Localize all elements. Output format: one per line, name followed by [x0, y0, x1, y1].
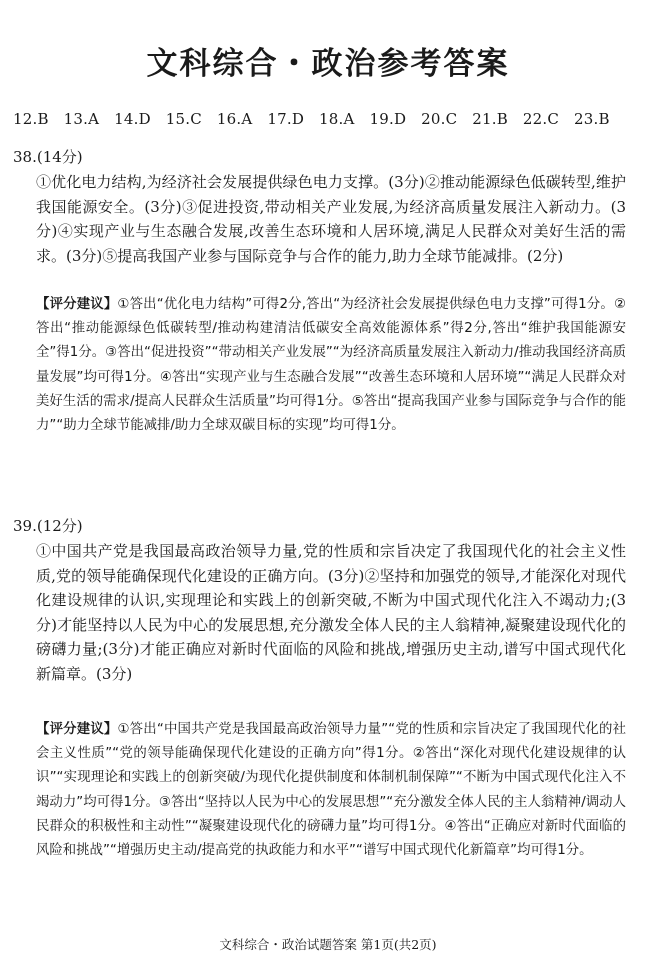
answer-12: 12.B	[13, 110, 49, 128]
page-footer: 文科综合・政治试题答案 第1页(共2页)	[219, 937, 437, 952]
scoring-label: 【评分建议】	[36, 722, 118, 737]
question-39-scoring	[36, 718, 626, 936]
question-38-scoring	[36, 293, 626, 511]
answer-17: 17.D	[267, 110, 305, 128]
multiple-choice-answers	[13, 110, 643, 128]
answer-22: 22.C	[522, 110, 560, 128]
answer-20: 20.C	[421, 110, 458, 128]
question-39-header: 39.(12分)	[13, 517, 83, 535]
scoring-text: ①答出“中国共产党是我国最高政治领导力量”“党的性质和宗旨决定了我国现代化的社会主义性质”“党的领导能确保现代化建设的正确方向”得1分。②答出“深化对现代化建设规律的认识”“实现理论和实践上的创新突破/为现代化提供制度和体制机制保障”“不断为中国式现代化注入不竭动力”均可得1分。③答出“坚持以人民为中心的发展思想”“充分激发全体人民的主人翁精神/调动人民群众的积极性和主动性”“凝聚建设现代化的磅礴力量”均可得1分。④答出“正确应对新时代面临的风险和挑战”“增强历史主动/提高党的执政能力和水平”“谱写中国式现代化新篇章”均可得1分。	[36, 722, 626, 859]
answer-15: 15.C	[165, 110, 202, 128]
answer-23: 23.B	[574, 110, 610, 128]
answer-18: 18.A	[319, 110, 355, 128]
scoring-text: ①答出“优化电力结构”可得2分,答出“为经济社会发展提供绿色电力支撑”可得1分。②答出“推动能源绿色低碳转型/推动构建清洁低碳安全高效能源体系”得2分,答出“维护我国能源安全”得1分。③答出“促进投资”“带动相关产业发展”“为经济高质量发展注入新动力/推动我国经济高质量发展”均可得1分。④答出“实现产业与生态融合发展”“改善生态环境和人居环境”“满足人民群众对美好生活的需求/提高人民群众生活质量”均可得1分。⑤答出“提高我国产业参与国际竞争与合作的能力”“助力全球节能减排/助力全球双碳目标的实现”均可得1分。	[36, 297, 626, 434]
scoring-label: 【评分建议】	[36, 297, 118, 312]
question-39-answer: ①中国共产党是我国最高政治领导力量,党的性质和宗旨决定了我国现代化的社会主义性质,党的领导能确保现代化建设的正确方向。(3分)②坚持和加强党的领导,才能深化对现代化建设规律的认识,实现理论和实践上的创新突破,不断为中国式现代化注入不竭动力;(3分)才能坚持以人民为中心的发展思想,充分激发全体人民的主人翁精神,凝聚建设现代化的磅礴力量;(3分)才能正确应对新时代面临的风险和挑战,增强历史主动,谱写中国式现代化新篇章。(3分)	[36, 542, 626, 683]
answer-19: 19.D	[369, 110, 407, 128]
answer-14: 14.D	[114, 110, 151, 128]
answer-13: 13.A	[63, 110, 100, 128]
answer-21: 21.B	[472, 110, 508, 128]
page-title: 文科综合・政治参考答案	[146, 46, 510, 82]
answer-16: 16.A	[216, 110, 253, 128]
question-38-answer: ①优化电力结构,为经济社会发展提供绿色电力支撑。(3分)②推动能源绿色低碳转型,维护我国能源安全。(3分)③促进投资,带动相关产业发展,为经济高质量发展注入新动力。(3分)④实现产业与生态融合发展,改善生态环境和人居环境,满足人民群众对美好生活的需求。(3分)⑤提高我国产业参与国际竞争与合作的能力,助力全球节能减排。(2分)	[36, 173, 626, 265]
question-38-header: 38.(14分)	[13, 148, 83, 166]
